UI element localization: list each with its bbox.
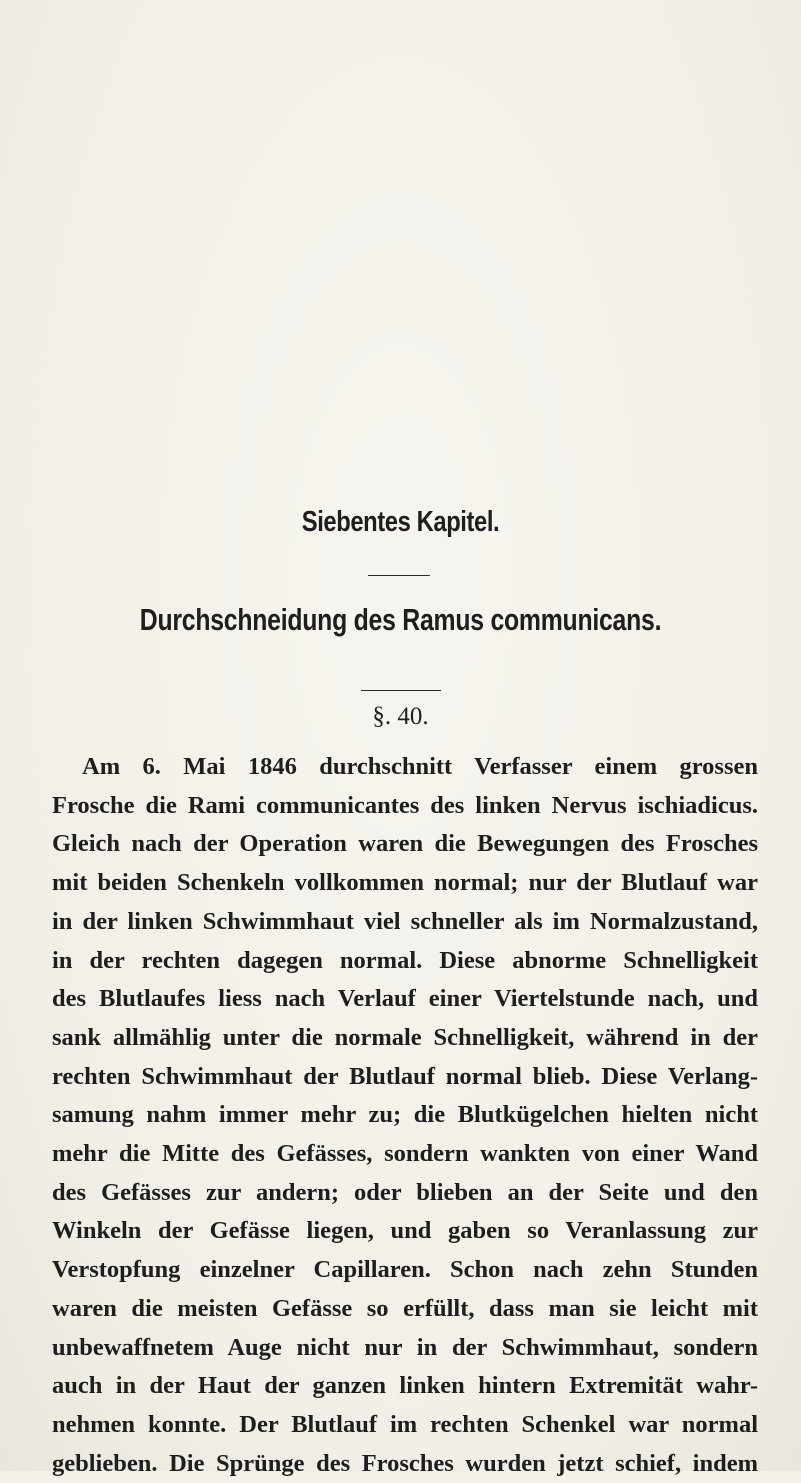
text-line: rechten Schwimmhaut der Blutlauf normal blieb. Diese Verlang- <box>52 1062 758 1090</box>
divider-rule <box>368 575 430 576</box>
divider-rule <box>361 690 441 691</box>
text-line: auch in der Haut der ganzen linken hintern Extremität wahr- <box>52 1372 758 1400</box>
paragraph-number: §. 40. <box>372 703 429 730</box>
text-line: des Blutlaufes liess nach Verlauf einer Viertelstunde nach, und <box>52 985 758 1013</box>
text-line: Verstopfung einzelner Capillaren. Schon nach zehn Stunden <box>52 1256 758 1284</box>
text-line: Gleich nach der Operation waren die Bewegungen des Frosches <box>52 830 758 858</box>
body-text <box>52 748 758 1483</box>
chapter-title: Siebentes Kapitel. <box>301 506 500 538</box>
text-line: in der rechten dagegen normal. Diese abnorme Schnelligkeit <box>52 946 758 974</box>
section-title: Durchschneidung des Ramus communicans. <box>139 602 662 637</box>
text-line: waren die meisten Gefässe so erfüllt, dass man sie leicht mit <box>52 1294 758 1322</box>
text-line: des Gefässes zur andern; oder blieben an der Seite und den <box>52 1178 758 1206</box>
text-line: in der linken Schwimmhaut viel schneller als im Normalzustand, <box>52 907 758 935</box>
text-line: Frosche die Rami communicantes des linken Nervus ischiadicus. <box>52 791 758 819</box>
text-line: unbewaffnetem Auge nicht nur in der Schwimmhaut, sondern <box>52 1333 758 1361</box>
text-line: Winkeln der Gefässe liegen, und gaben so Veranlassung zur <box>52 1217 758 1245</box>
text-line: mit beiden Schenkeln vollkommen normal; nur der Blutlauf war <box>52 869 758 897</box>
text-line: samung nahm immer mehr zu; die Blutkügelchen hielten nicht <box>52 1101 758 1129</box>
text-line: mehr die Mitte des Gefässes, sondern wankten von einer Wand <box>52 1140 758 1168</box>
text-line: geblieben. Die Sprünge des Frosches wurden jetzt schief, indem <box>52 1449 758 1477</box>
text-line: Am 6. Mai 1846 durchschnitt Verfasser einem grossen <box>82 753 758 780</box>
text-line: sank allmählig unter die normale Schnelligkeit, während in der <box>52 1023 758 1051</box>
text-line: nehmen konnte. Der Blutlauf im rechten Schenkel war normal <box>52 1410 758 1438</box>
